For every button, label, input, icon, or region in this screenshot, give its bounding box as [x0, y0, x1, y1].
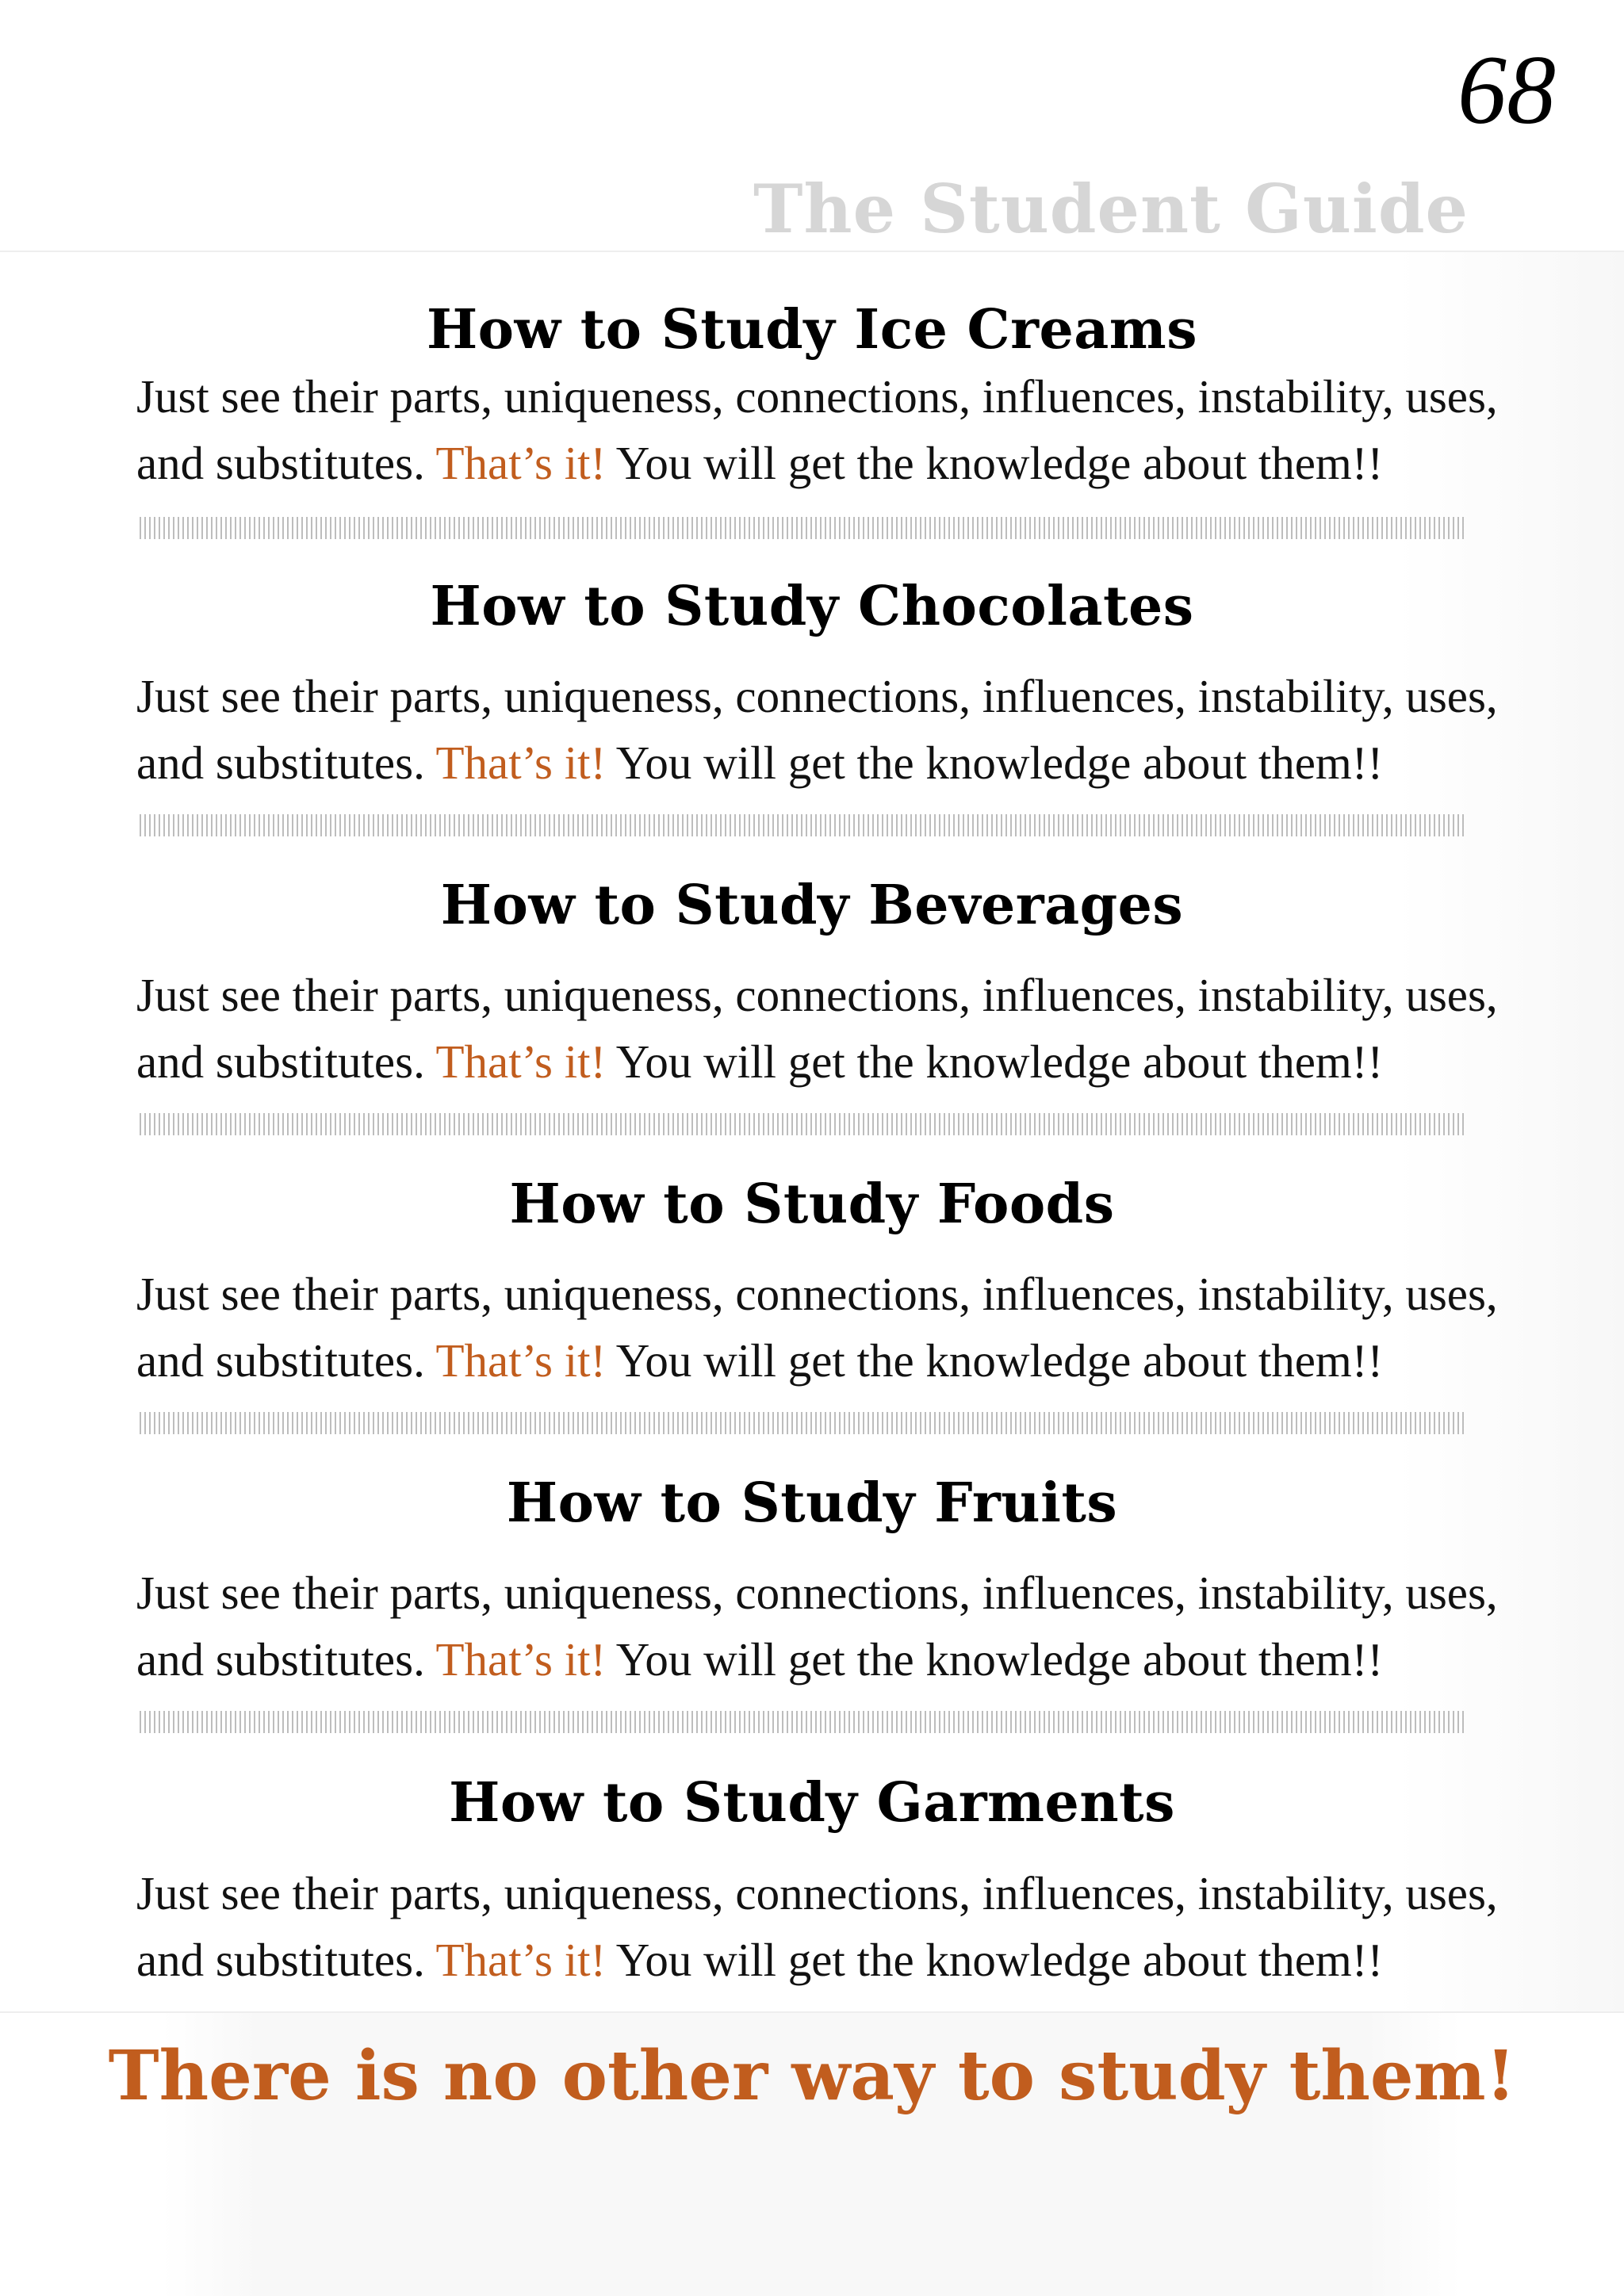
- body-text: and substitutes.: [136, 737, 425, 789]
- section-title: How to Study Garments: [449, 1771, 1175, 1835]
- body-line: [136, 1927, 1469, 1993]
- section-body: [136, 1261, 1498, 1394]
- body-text: You will get the knowledge about them!!: [615, 1334, 1384, 1387]
- section-title: How to Study Fruits: [506, 1471, 1118, 1535]
- section-title: How to Study Foods: [509, 1173, 1115, 1236]
- section-fruits: [0, 1471, 1624, 1776]
- body-line: Just see their parts, uniqueness, connections, influences, instability, uses,: [136, 1567, 1498, 1619]
- body-text: You will get the knowledge about them!!: [615, 737, 1384, 789]
- body-line: [136, 1327, 1469, 1394]
- body-text: and substitutes.: [136, 437, 425, 489]
- section-ice-creams: [0, 298, 1624, 603]
- section-chocolates: [0, 575, 1624, 879]
- running-header: The Student Guide: [753, 170, 1469, 248]
- section-foods: [0, 1173, 1624, 1477]
- body-line: Just see their parts, uniqueness, connections, influences, instability, uses,: [136, 969, 1498, 1021]
- body-line: [136, 729, 1469, 796]
- body-line: [136, 430, 1469, 496]
- body-line: Just see their parts, uniqueness, connections, influences, instability, uses,: [136, 1867, 1498, 1919]
- section-body: [136, 363, 1498, 496]
- section-body: [136, 1860, 1498, 1993]
- hatched-divider: [140, 1711, 1464, 1733]
- section-title: How to Study Beverages: [440, 874, 1184, 937]
- section-title: How to Study Ice Creams: [426, 298, 1198, 362]
- body-text: You will get the knowledge about them!!: [615, 437, 1384, 489]
- body-line: Just see their parts, uniqueness, connections, influences, instability, uses,: [136, 1268, 1498, 1320]
- body-text: You will get the knowledge about them!!: [615, 1035, 1384, 1088]
- closing-statement: There is no other way to study them!: [108, 2036, 1516, 2116]
- body-text: and substitutes.: [136, 1334, 425, 1387]
- emphasis-text: That’s it!: [435, 1035, 607, 1088]
- section-body: [136, 962, 1498, 1095]
- hatched-divider: [140, 814, 1464, 836]
- hatched-divider: [140, 1412, 1464, 1434]
- body-line: Just see their parts, uniqueness, connections, influences, instability, uses,: [136, 670, 1498, 722]
- body-text: and substitutes.: [136, 1633, 425, 1686]
- body-line: [136, 1028, 1469, 1095]
- body-text: and substitutes.: [136, 1035, 425, 1088]
- emphasis-text: That’s it!: [435, 737, 607, 789]
- emphasis-text: That’s it!: [435, 1633, 607, 1686]
- body-line: [136, 1626, 1469, 1693]
- section-beverages: [0, 874, 1624, 1178]
- emphasis-text: That’s it!: [435, 1334, 607, 1387]
- section-body: [136, 663, 1498, 796]
- page-number: 68: [1457, 36, 1556, 144]
- emphasis-text: That’s it!: [435, 1934, 607, 1986]
- body-text: You will get the knowledge about them!!: [615, 1633, 1384, 1686]
- body-text: and substitutes.: [136, 1934, 425, 1986]
- hatched-divider: [140, 1113, 1464, 1135]
- emphasis-text: That’s it!: [435, 437, 607, 489]
- body-line: Just see their parts, uniqueness, connections, influences, instability, uses,: [136, 370, 1498, 423]
- section-body: [136, 1559, 1498, 1693]
- body-text: You will get the knowledge about them!!: [615, 1934, 1384, 1986]
- hatched-divider: [140, 517, 1464, 539]
- section-title: How to Study Chocolates: [430, 575, 1194, 638]
